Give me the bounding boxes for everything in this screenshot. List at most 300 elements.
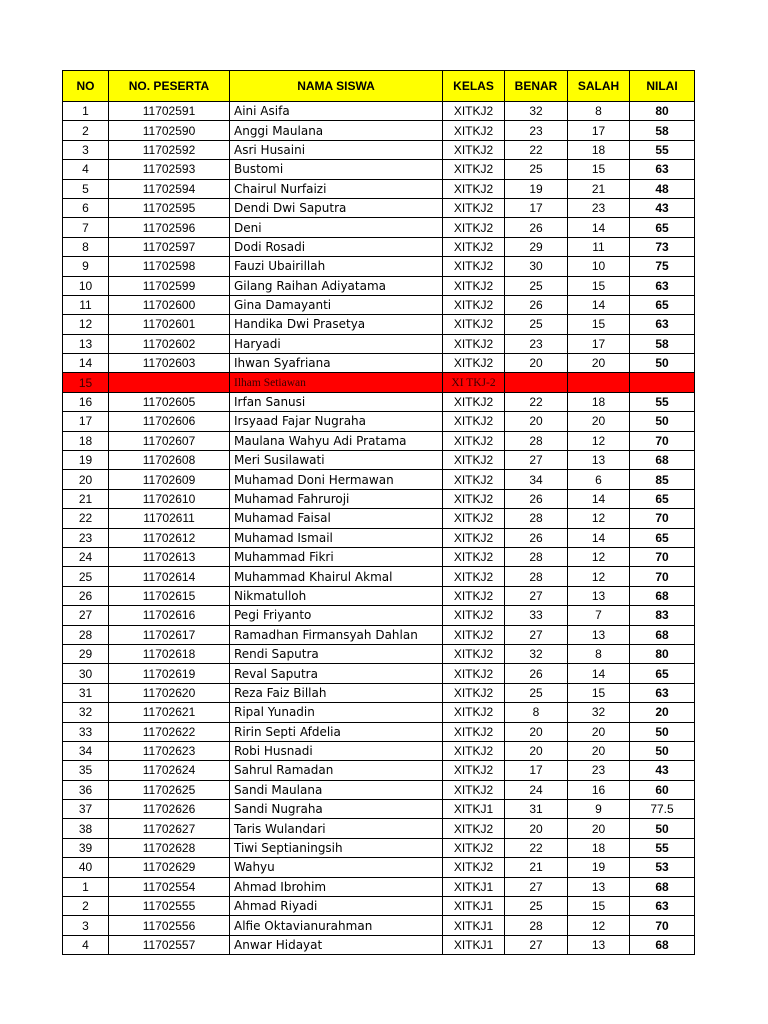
header-no: NO [63, 71, 109, 102]
cell-salah: 20 [568, 819, 630, 838]
cell-salah: 14 [568, 295, 630, 314]
cell-benar: 24 [505, 780, 568, 799]
cell-salah: 8 [568, 102, 630, 121]
table-row [63, 373, 695, 392]
cell-nama-siswa: Ilham Setiawan [230, 373, 443, 392]
cell-salah: 21 [568, 179, 630, 198]
cell-nama-siswa: Muhammad Khairul Akmal [230, 567, 443, 586]
score-table [62, 70, 695, 955]
table-row [63, 664, 695, 683]
cell-benar: 17 [505, 198, 568, 217]
cell-nilai: 63 [630, 160, 695, 179]
cell-benar: 30 [505, 257, 568, 276]
cell-salah: 15 [568, 683, 630, 702]
cell-nilai: 63 [630, 897, 695, 916]
cell-no: 19 [63, 451, 109, 470]
cell-no: 9 [63, 257, 109, 276]
cell-kelas: XITKJ2 [443, 160, 505, 179]
cell-nama-siswa: Nikmatulloh [230, 586, 443, 605]
cell-kelas: XITKJ2 [443, 858, 505, 877]
table-row [63, 489, 695, 508]
cell-salah [568, 373, 630, 392]
cell-benar: 17 [505, 761, 568, 780]
cell-salah: 32 [568, 703, 630, 722]
cell-nilai: 68 [630, 451, 695, 470]
cell-nilai: 73 [630, 237, 695, 256]
cell-no-peserta: 11702597 [109, 237, 230, 256]
cell-kelas: XITKJ2 [443, 761, 505, 780]
cell-benar: 22 [505, 838, 568, 857]
cell-nilai: 65 [630, 489, 695, 508]
cell-nilai: 63 [630, 683, 695, 702]
cell-benar: 21 [505, 858, 568, 877]
cell-nilai: 55 [630, 838, 695, 857]
cell-kelas: XITKJ2 [443, 644, 505, 663]
cell-nama-siswa: Maulana Wahyu Adi Pratama [230, 431, 443, 450]
cell-no: 23 [63, 528, 109, 547]
cell-no-peserta: 11702555 [109, 897, 230, 916]
cell-nilai: 20 [630, 703, 695, 722]
table-row [63, 431, 695, 450]
cell-nilai: 68 [630, 625, 695, 644]
cell-nama-siswa: Tiwi Septianingsih [230, 838, 443, 857]
cell-nilai [630, 373, 695, 392]
cell-no-peserta: 11702594 [109, 179, 230, 198]
cell-no: 24 [63, 547, 109, 566]
cell-benar: 27 [505, 877, 568, 896]
cell-nama-siswa: Deni [230, 218, 443, 237]
cell-benar: 23 [505, 334, 568, 353]
cell-salah: 23 [568, 761, 630, 780]
table-row [63, 509, 695, 528]
cell-no-peserta: 11702628 [109, 838, 230, 857]
cell-no-peserta: 11702603 [109, 354, 230, 373]
cell-nilai: 50 [630, 741, 695, 760]
cell-nama-siswa: Reval Saputra [230, 664, 443, 683]
cell-benar: 28 [505, 431, 568, 450]
cell-benar: 23 [505, 121, 568, 140]
header-row [63, 71, 695, 102]
table-row [63, 295, 695, 314]
cell-salah: 20 [568, 741, 630, 760]
cell-salah: 17 [568, 121, 630, 140]
table-header [63, 71, 695, 102]
cell-kelas: XITKJ2 [443, 334, 505, 353]
cell-nilai: 65 [630, 664, 695, 683]
cell-nama-siswa: Meri Susilawati [230, 451, 443, 470]
cell-salah: 6 [568, 470, 630, 489]
cell-no: 2 [63, 897, 109, 916]
cell-salah: 20 [568, 412, 630, 431]
table-row [63, 354, 695, 373]
cell-nilai: 70 [630, 567, 695, 586]
cell-benar: 25 [505, 315, 568, 334]
cell-no-peserta: 11702622 [109, 722, 230, 741]
header-benar: BENAR [505, 71, 568, 102]
cell-benar: 20 [505, 722, 568, 741]
cell-benar: 26 [505, 528, 568, 547]
table-row [63, 877, 695, 896]
cell-no: 3 [63, 140, 109, 159]
table-row [63, 315, 695, 334]
cell-nama-siswa: Bustomi [230, 160, 443, 179]
cell-no: 8 [63, 237, 109, 256]
cell-nama-siswa: Anwar Hidayat [230, 935, 443, 954]
cell-salah: 13 [568, 586, 630, 605]
cell-nama-siswa: Aini Asifa [230, 102, 443, 121]
header-salah: SALAH [568, 71, 630, 102]
cell-nilai: 65 [630, 528, 695, 547]
cell-nama-siswa: Muhamad Doni Hermawan [230, 470, 443, 489]
table-row [63, 392, 695, 411]
cell-nama-siswa: Irsyaad Fajar Nugraha [230, 412, 443, 431]
cell-no-peserta: 11702601 [109, 315, 230, 334]
cell-no-peserta: 11702613 [109, 547, 230, 566]
cell-nilai: 50 [630, 354, 695, 373]
table-row [63, 586, 695, 605]
cell-benar: 25 [505, 160, 568, 179]
cell-no: 26 [63, 586, 109, 605]
cell-nilai: 43 [630, 761, 695, 780]
cell-kelas: XITKJ2 [443, 586, 505, 605]
header-kelas: KELAS [443, 71, 505, 102]
cell-nilai: 43 [630, 198, 695, 217]
table-row [63, 276, 695, 295]
cell-no: 36 [63, 780, 109, 799]
cell-kelas: XITKJ1 [443, 916, 505, 935]
cell-nama-siswa: Fauzi Ubairillah [230, 257, 443, 276]
cell-salah: 16 [568, 780, 630, 799]
table-row [63, 198, 695, 217]
cell-nama-siswa: Pegi Friyanto [230, 606, 443, 625]
cell-no: 39 [63, 838, 109, 857]
table-row [63, 761, 695, 780]
table-row [63, 722, 695, 741]
cell-no: 12 [63, 315, 109, 334]
cell-salah: 14 [568, 528, 630, 547]
cell-nilai: 48 [630, 179, 695, 198]
cell-nama-siswa: Haryadi [230, 334, 443, 353]
cell-kelas: XITKJ2 [443, 606, 505, 625]
cell-kelas: XITKJ1 [443, 897, 505, 916]
cell-nilai: 50 [630, 412, 695, 431]
table-row [63, 218, 695, 237]
cell-kelas: XITKJ2 [443, 121, 505, 140]
cell-benar: 22 [505, 392, 568, 411]
cell-salah: 20 [568, 354, 630, 373]
cell-benar: 32 [505, 644, 568, 663]
table-row [63, 625, 695, 644]
cell-kelas: XI TKJ-2 [443, 373, 505, 392]
cell-kelas: XITKJ2 [443, 547, 505, 566]
cell-no-peserta: 11702619 [109, 664, 230, 683]
table-row [63, 897, 695, 916]
cell-nama-siswa: Ahmad Ibrohim [230, 877, 443, 896]
cell-no-peserta: 11702612 [109, 528, 230, 547]
cell-kelas: XITKJ2 [443, 509, 505, 528]
cell-no-peserta: 11702617 [109, 625, 230, 644]
cell-salah: 9 [568, 800, 630, 819]
cell-kelas: XITKJ2 [443, 315, 505, 334]
cell-kelas: XITKJ2 [443, 470, 505, 489]
cell-kelas: XITKJ1 [443, 935, 505, 954]
cell-salah: 7 [568, 606, 630, 625]
cell-no-peserta: 11702627 [109, 819, 230, 838]
cell-nilai: 83 [630, 606, 695, 625]
cell-kelas: XITKJ2 [443, 140, 505, 159]
cell-nama-siswa: Muhamad Ismail [230, 528, 443, 547]
cell-kelas: XITKJ2 [443, 354, 505, 373]
cell-no-peserta: 11702616 [109, 606, 230, 625]
header-nama-siswa: NAMA SISWA [230, 71, 443, 102]
cell-nama-siswa: Rendi Saputra [230, 644, 443, 663]
cell-no: 16 [63, 392, 109, 411]
cell-nilai: 65 [630, 295, 695, 314]
cell-salah: 19 [568, 858, 630, 877]
cell-kelas: XITKJ2 [443, 489, 505, 508]
table-row [63, 412, 695, 431]
cell-no: 21 [63, 489, 109, 508]
cell-benar: 28 [505, 916, 568, 935]
cell-kelas: XITKJ2 [443, 431, 505, 450]
cell-nilai: 58 [630, 121, 695, 140]
cell-kelas: XITKJ2 [443, 218, 505, 237]
cell-nilai: 70 [630, 431, 695, 450]
cell-nama-siswa: Robi Husnadi [230, 741, 443, 760]
cell-benar: 25 [505, 276, 568, 295]
cell-benar: 28 [505, 509, 568, 528]
cell-nama-siswa: Anggi Maulana [230, 121, 443, 140]
cell-no: 32 [63, 703, 109, 722]
cell-kelas: XITKJ2 [443, 819, 505, 838]
cell-nilai: 68 [630, 935, 695, 954]
cell-nilai: 77.5 [630, 800, 695, 819]
cell-nilai: 63 [630, 315, 695, 334]
cell-benar: 29 [505, 237, 568, 256]
cell-nilai: 68 [630, 586, 695, 605]
cell-nama-siswa: Ririn Septi Afdelia [230, 722, 443, 741]
cell-salah: 14 [568, 664, 630, 683]
cell-no-peserta: 11702620 [109, 683, 230, 702]
cell-no: 2 [63, 121, 109, 140]
cell-nama-siswa: Ramadhan Firmansyah Dahlan [230, 625, 443, 644]
table-row [63, 683, 695, 702]
cell-no-peserta: 11702556 [109, 916, 230, 935]
cell-kelas: XITKJ2 [443, 392, 505, 411]
table-row [63, 567, 695, 586]
cell-no-peserta: 11702618 [109, 644, 230, 663]
cell-no: 37 [63, 800, 109, 819]
table-row [63, 838, 695, 857]
cell-kelas: XITKJ1 [443, 877, 505, 896]
cell-salah: 15 [568, 315, 630, 334]
cell-no-peserta: 11702623 [109, 741, 230, 760]
cell-no-peserta: 11702557 [109, 935, 230, 954]
cell-no-peserta: 11702596 [109, 218, 230, 237]
cell-no-peserta: 11702605 [109, 392, 230, 411]
table-row [63, 935, 695, 954]
cell-salah: 13 [568, 625, 630, 644]
cell-nilai: 68 [630, 877, 695, 896]
cell-no-peserta: 11702609 [109, 470, 230, 489]
cell-benar: 27 [505, 935, 568, 954]
table-body [63, 102, 695, 955]
cell-kelas: XITKJ2 [443, 683, 505, 702]
table-row [63, 237, 695, 256]
cell-nama-siswa: Alfie Oktavianurahman [230, 916, 443, 935]
cell-kelas: XITKJ2 [443, 528, 505, 547]
cell-no-peserta: 11702614 [109, 567, 230, 586]
cell-salah: 12 [568, 567, 630, 586]
cell-nama-siswa: Muhamad Faisal [230, 509, 443, 528]
cell-no: 22 [63, 509, 109, 528]
cell-salah: 14 [568, 489, 630, 508]
cell-no-peserta: 11702591 [109, 102, 230, 121]
cell-no: 7 [63, 218, 109, 237]
cell-benar: 26 [505, 295, 568, 314]
cell-nama-siswa: Asri Husaini [230, 140, 443, 159]
cell-benar: 28 [505, 567, 568, 586]
cell-salah: 8 [568, 644, 630, 663]
cell-salah: 20 [568, 722, 630, 741]
table-row [63, 606, 695, 625]
cell-nama-siswa: Irfan Sanusi [230, 392, 443, 411]
cell-kelas: XITKJ2 [443, 412, 505, 431]
cell-no-peserta: 11702611 [109, 509, 230, 528]
cell-salah: 15 [568, 160, 630, 179]
cell-salah: 13 [568, 451, 630, 470]
cell-nilai: 70 [630, 509, 695, 528]
cell-benar: 28 [505, 547, 568, 566]
cell-no-peserta: 11702598 [109, 257, 230, 276]
cell-no: 35 [63, 761, 109, 780]
cell-salah: 18 [568, 140, 630, 159]
cell-nama-siswa: Taris Wulandari [230, 819, 443, 838]
cell-no-peserta: 11702602 [109, 334, 230, 353]
cell-benar: 19 [505, 179, 568, 198]
table-row [63, 858, 695, 877]
cell-benar: 25 [505, 897, 568, 916]
cell-kelas: XITKJ2 [443, 179, 505, 198]
cell-nama-siswa: Handika Dwi Prasetya [230, 315, 443, 334]
cell-nama-siswa: Chairul Nurfaizi [230, 179, 443, 198]
cell-no-peserta [109, 373, 230, 392]
cell-no: 33 [63, 722, 109, 741]
cell-nilai: 50 [630, 819, 695, 838]
cell-benar [505, 373, 568, 392]
cell-no: 34 [63, 741, 109, 760]
cell-salah: 12 [568, 509, 630, 528]
cell-nama-siswa: Sahrul Ramadan [230, 761, 443, 780]
cell-kelas: XITKJ2 [443, 838, 505, 857]
cell-kelas: XITKJ2 [443, 722, 505, 741]
cell-no: 38 [63, 819, 109, 838]
cell-salah: 12 [568, 916, 630, 935]
cell-salah: 18 [568, 838, 630, 857]
cell-nama-siswa: Sandi Maulana [230, 780, 443, 799]
cell-no: 27 [63, 606, 109, 625]
table-row [63, 121, 695, 140]
cell-no-peserta: 11702607 [109, 431, 230, 450]
table-row [63, 547, 695, 566]
cell-salah: 15 [568, 897, 630, 916]
cell-no: 10 [63, 276, 109, 295]
cell-no: 13 [63, 334, 109, 353]
cell-salah: 18 [568, 392, 630, 411]
cell-benar: 33 [505, 606, 568, 625]
cell-salah: 14 [568, 218, 630, 237]
cell-no: 6 [63, 198, 109, 217]
cell-kelas: XITKJ2 [443, 198, 505, 217]
cell-no: 40 [63, 858, 109, 877]
cell-nilai: 55 [630, 140, 695, 159]
cell-salah: 10 [568, 257, 630, 276]
table-row [63, 102, 695, 121]
cell-nilai: 63 [630, 276, 695, 295]
table-row [63, 819, 695, 838]
cell-kelas: XITKJ2 [443, 257, 505, 276]
cell-no: 15 [63, 373, 109, 392]
cell-benar: 22 [505, 140, 568, 159]
cell-kelas: XITKJ2 [443, 451, 505, 470]
cell-no: 25 [63, 567, 109, 586]
cell-no: 3 [63, 916, 109, 935]
header-nilai: NILAI [630, 71, 695, 102]
table-row [63, 160, 695, 179]
header-no-peserta: NO. PESERTA [109, 71, 230, 102]
cell-nama-siswa: Dodi Rosadi [230, 237, 443, 256]
cell-benar: 26 [505, 489, 568, 508]
cell-kelas: XITKJ2 [443, 102, 505, 121]
cell-benar: 31 [505, 800, 568, 819]
cell-nilai: 80 [630, 644, 695, 663]
cell-benar: 27 [505, 586, 568, 605]
table-row [63, 257, 695, 276]
cell-benar: 25 [505, 683, 568, 702]
cell-no-peserta: 11702554 [109, 877, 230, 896]
table-row [63, 644, 695, 663]
cell-no-peserta: 11702595 [109, 198, 230, 217]
cell-benar: 27 [505, 625, 568, 644]
cell-no: 18 [63, 431, 109, 450]
cell-benar: 20 [505, 412, 568, 431]
cell-salah: 12 [568, 431, 630, 450]
cell-kelas: XITKJ2 [443, 276, 505, 295]
table-row [63, 179, 695, 198]
cell-benar: 20 [505, 741, 568, 760]
cell-no-peserta: 11702593 [109, 160, 230, 179]
cell-nilai: 75 [630, 257, 695, 276]
cell-nama-siswa: Gilang Raihan Adiyatama [230, 276, 443, 295]
cell-no-peserta: 11702599 [109, 276, 230, 295]
cell-no-peserta: 11702606 [109, 412, 230, 431]
cell-kelas: XITKJ2 [443, 567, 505, 586]
cell-kelas: XITKJ2 [443, 703, 505, 722]
table-row [63, 140, 695, 159]
cell-no: 4 [63, 935, 109, 954]
cell-no-peserta: 11702625 [109, 780, 230, 799]
cell-no-peserta: 11702590 [109, 121, 230, 140]
table-row [63, 334, 695, 353]
cell-salah: 13 [568, 877, 630, 896]
cell-nama-siswa: Gina Damayanti [230, 295, 443, 314]
table-row [63, 741, 695, 760]
cell-kelas: XITKJ2 [443, 237, 505, 256]
cell-no-peserta: 11702592 [109, 140, 230, 159]
cell-salah: 23 [568, 198, 630, 217]
cell-no-peserta: 11702626 [109, 800, 230, 819]
cell-salah: 17 [568, 334, 630, 353]
